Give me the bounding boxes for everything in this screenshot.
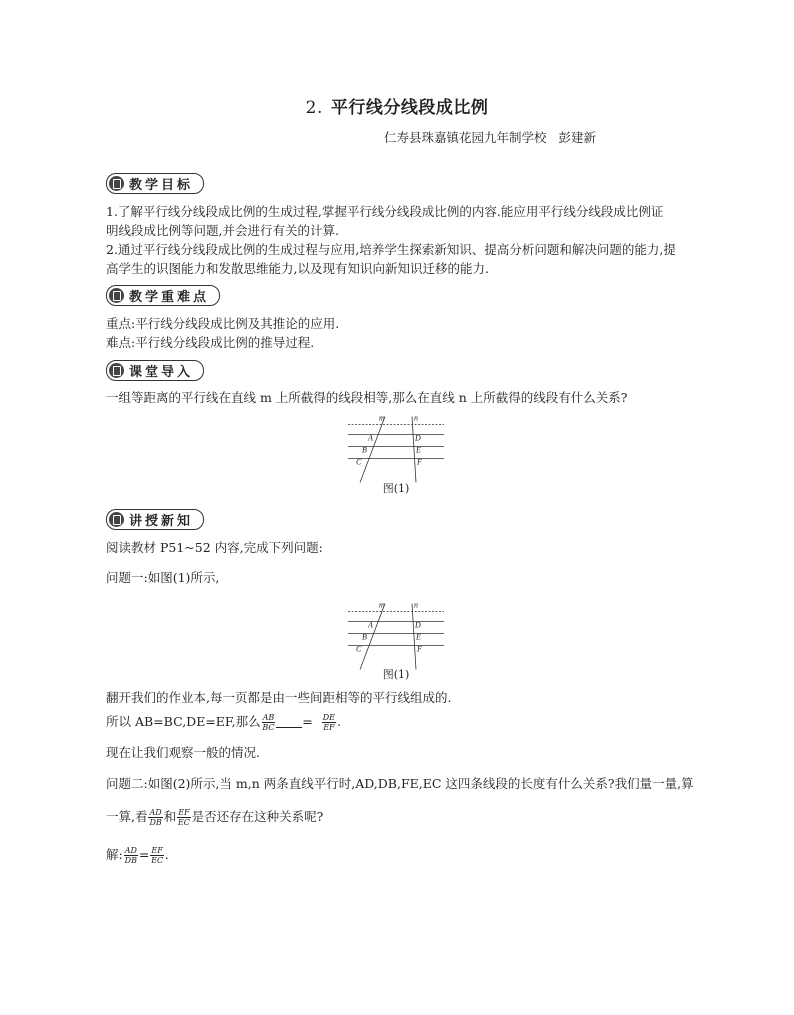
section-header-intro: 课堂导入 bbox=[106, 360, 204, 380]
notebook-text: 翻开我们的作业本,每一页都是由一些间距相等的平行线组成的. bbox=[106, 690, 452, 705]
figure-1-caption: 图(1) bbox=[382, 482, 410, 495]
so-statement: 所以 AB=BC,DE=EF,那么 $\frac{AB}{BC}$ = $\frac{DE}{EF}$ . bbox=[106, 713, 342, 732]
label-A: A bbox=[368, 620, 373, 630]
page-title bbox=[0, 93, 794, 118]
section-header-new-knowledge: 讲授新知 bbox=[106, 509, 204, 529]
label-F: F bbox=[417, 457, 422, 467]
author-school: 仁寿县珠嘉镇花园九年制学校 bbox=[384, 130, 547, 145]
key-point-text: 重点:平行线分线段成比例及其推论的应用. bbox=[106, 316, 340, 331]
fraction-ab-bc: $\frac{AB}{BC}$ bbox=[262, 713, 275, 732]
label-D: D bbox=[415, 620, 421, 630]
label-E: E bbox=[416, 445, 421, 455]
label-E: E bbox=[416, 632, 421, 642]
intro-question: 一组等距离的平行线在直线 m 上所截得的线段相等,那么在直线 n 上所截得的线段有什么关系? bbox=[106, 390, 628, 405]
goals-line-4: 高学生的识图能力和发散思维能力,以及现有知识向新知识迁移的能力. bbox=[106, 261, 489, 276]
label-n: n bbox=[414, 413, 418, 423]
book-icon bbox=[109, 176, 124, 191]
label-F: F bbox=[417, 644, 422, 654]
book-icon bbox=[109, 363, 124, 378]
question-two-line-2: 一算,看 $\frac{AD}{DB}$ 和 $\frac{EF}{EC}$ 是否还存在这种关系呢? bbox=[106, 808, 324, 827]
answer-blank bbox=[276, 717, 302, 728]
title-text: 平行线分线段成比例 bbox=[330, 98, 489, 118]
figure-1-repeat-caption: 图(1) bbox=[382, 668, 410, 681]
section-header-goals: 教学目标 bbox=[106, 173, 204, 193]
label-B: B bbox=[362, 632, 367, 642]
question-two-line-1: 问题二:如图(2)所示,当 m,n 两条直线平行时,AD,DB,FE,EC 这四条线段的长度有什么关系?我们量一量,算 bbox=[106, 776, 694, 791]
label-m: m bbox=[379, 600, 385, 610]
goals-line-3: 2.通过平行线分线段成比例的生成过程与应用,培养学生探索新知识、提高分析问题和解决问题的能力,提 bbox=[106, 242, 676, 257]
section-header-key-points: 教学重难点 bbox=[106, 285, 220, 305]
label-n: n bbox=[414, 600, 418, 610]
goals-line-2: 明线段成比例等问题,并会进行有关的计算. bbox=[106, 223, 339, 238]
fraction-de-ef: $\frac{DE}{EF}$ bbox=[322, 713, 336, 732]
label-C: C bbox=[356, 457, 362, 467]
title-number: 2. bbox=[305, 98, 323, 118]
author-line bbox=[384, 128, 596, 146]
label-B: B bbox=[362, 445, 367, 455]
goals-line-1: 1.了解平行线分线段成比例的生成过程,掌握平行线分线段成比例的内容.能应用平行线分线段成比例证 bbox=[106, 204, 664, 219]
reading-instruction: 阅读教材 P51~52 内容,完成下列问题: bbox=[106, 540, 323, 555]
question-one: 问题一:如图(1)所示, bbox=[106, 570, 220, 585]
label-D: D bbox=[415, 433, 421, 443]
fraction-ef-ec-solution: $\frac{EF}{EC}$ bbox=[151, 846, 164, 865]
solution-line: 解: $\frac{AD}{DB}$ = $\frac{EF}{EC}$ . bbox=[106, 846, 169, 865]
book-icon bbox=[109, 288, 124, 303]
label-A: A bbox=[368, 433, 373, 443]
fraction-ad-db-solution: $\frac{AD}{DB}$ bbox=[124, 846, 137, 865]
author-name: 彭建新 bbox=[558, 130, 597, 145]
difficult-point-text: 难点:平行线分线段成比例的推导过程. bbox=[106, 335, 315, 350]
label-m: m bbox=[379, 413, 385, 423]
fraction-ef-ec: $\frac{EF}{EC}$ bbox=[177, 808, 190, 827]
fraction-ad-db: $\frac{AD}{DB}$ bbox=[149, 808, 162, 827]
label-C: C bbox=[356, 644, 362, 654]
book-icon bbox=[109, 512, 124, 527]
general-case-text: 现在让我们观察一般的情况. bbox=[106, 745, 260, 760]
